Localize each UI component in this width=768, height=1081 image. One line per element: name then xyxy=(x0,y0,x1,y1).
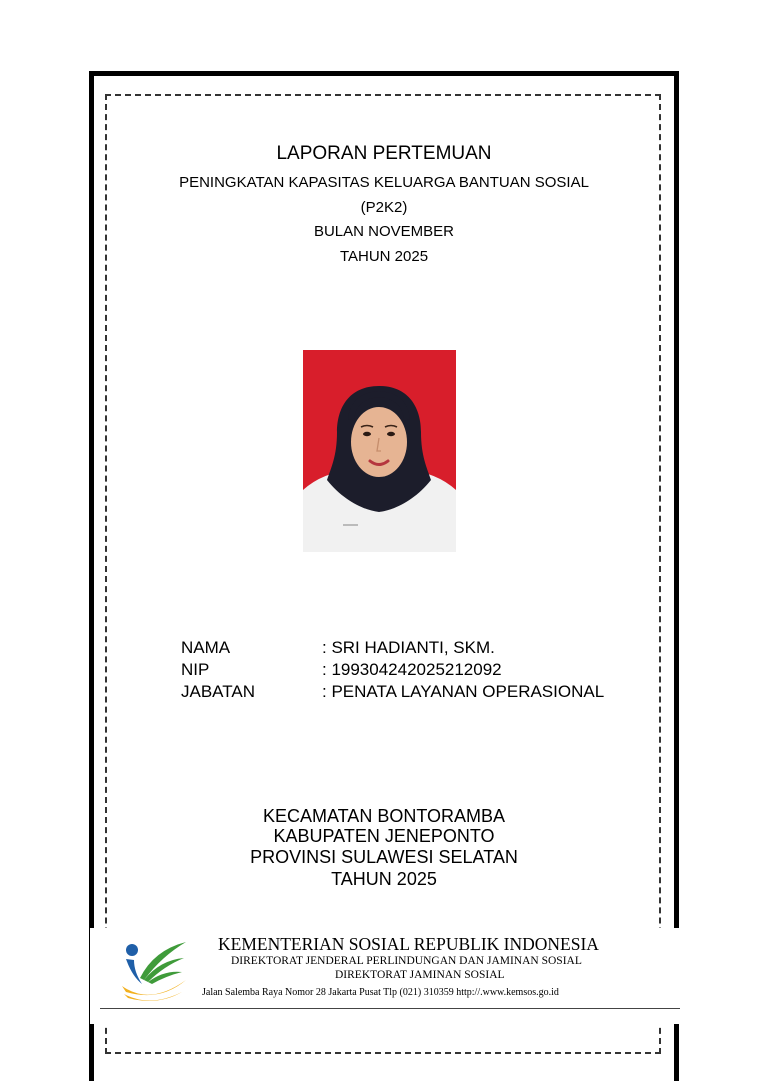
report-month: BULAN NOVEMBER xyxy=(313,223,455,240)
position-value: : PENATA LAYANAN OPERASIONAL xyxy=(322,682,605,701)
regency-line: KABUPATEN JENEPONTO xyxy=(273,826,495,846)
directorate-name: DIREKTORAT JAMINAN SOSIAL xyxy=(335,969,505,981)
ministry-address: Jalan Salemba Raya Nomor 28 Jakarta Pusat Tlp (021) 310359 http://.www.kemsos.go.id xyxy=(202,987,559,998)
directorate-general-name: DIREKTORAT JENDERAL PERLINDUNGAN DAN JAMINAN SOSIAL xyxy=(231,955,582,967)
kemensos-logo-icon xyxy=(120,932,190,1004)
profile-photo xyxy=(303,350,456,552)
report-title: LAPORAN PERTEMUAN xyxy=(276,143,492,164)
footer-divider xyxy=(100,1008,680,1009)
ministry-name: KEMENTERIAN SOSIAL REPUBLIK INDONESIA xyxy=(218,934,599,954)
nip-label: NIP xyxy=(181,660,210,679)
ministry-letterhead xyxy=(90,928,680,1024)
program-name: PENINGKATAN KAPASITAS KELUARGA BANTUAN SOSIAL xyxy=(179,174,589,191)
nip-value: : 199304242025212092 xyxy=(322,660,502,679)
program-acronym: (P2K2) xyxy=(360,199,408,216)
district-line: KECAMATAN BONTORAMBA xyxy=(262,806,506,826)
position-label: JABATAN xyxy=(181,682,255,701)
report-year: TAHUN 2025 xyxy=(339,248,429,265)
name-label: NAMA xyxy=(181,638,231,657)
province-line: PROVINSI SULAWESI SELATAN xyxy=(250,847,518,867)
portrait-figure xyxy=(303,350,456,552)
name-value: : SRI HADIANTI, SKM. xyxy=(322,638,495,657)
location-year-line: TAHUN 2025 xyxy=(331,869,437,889)
